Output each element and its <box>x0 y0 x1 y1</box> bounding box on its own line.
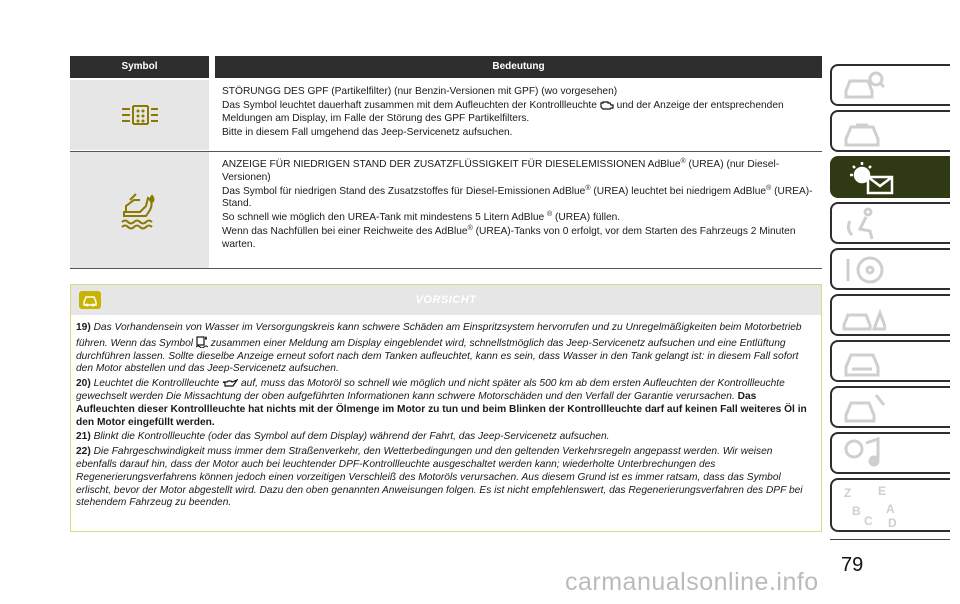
row2-text-2b: (UREA) füllen. <box>552 212 621 224</box>
tab-car-search[interactable] <box>830 64 950 106</box>
caution-item-19 <box>76 322 816 376</box>
registered-mark: ® <box>467 225 473 233</box>
tab-car-dashboard[interactable] <box>830 110 950 152</box>
caution-20-text-a: Leuchtet die Kontrollleuchte <box>93 378 220 390</box>
caution-item-20 <box>76 378 816 429</box>
tab-safety[interactable] <box>830 202 950 244</box>
page-rule <box>830 539 950 540</box>
oil-can-icon <box>222 379 238 388</box>
tab-maintenance[interactable] <box>830 340 950 382</box>
car-warning-triangle-icon <box>842 299 886 333</box>
tab-driving[interactable] <box>830 248 950 290</box>
svg-text:Z: Z <box>844 486 852 500</box>
car-search-icon <box>842 69 886 103</box>
row2-text-2a: So schnell wie möglich den UREA-Tank mit mindestens 5 Litern AdBlue <box>222 212 548 224</box>
row1-text <box>222 100 820 125</box>
row2-description <box>222 159 820 253</box>
caution-19-text-b: zusammen einer Meldung am Display eingeblendet wird, schnellstmöglich das Jeep-Servicenetz aufsuchen und eine Entlüftung durchführen lassen. Sollte dieselbe Anzeige erneut sofort nach dem Tanken aufleuchtet, kann es sein, dass Wasser in den Tank gelangt ist: in diesem Fall sofort den Motor abstellen und das Jeep-Servicenetz aufsuchen. <box>76 337 799 375</box>
header-symbol: Symbol <box>121 61 158 72</box>
caution-21-text: Blinkt die Kontrollleuchte (oder das Symbol auf dem Display) während der Fahrt, das Jeep-Servicenetz aufsuchen. <box>93 431 610 443</box>
svg-text:B: B <box>852 504 861 518</box>
water-in-diesel-icon <box>196 335 208 348</box>
row2-text-1c: (UREA)-Stand. <box>222 185 813 210</box>
note-number: 20) <box>76 378 91 390</box>
header-meaning: Bedeutung <box>492 61 545 72</box>
caution-body <box>76 322 816 512</box>
watermark: carmanualsonline.info <box>565 568 819 596</box>
caution-20-text-b: auf, muss das Motoröl so schnell wie möglich und nicht später als 500 km ab dem ersten Aufleuchten der Kontrollleuchte gewechselt werden Die Missachtung der oben aufgeführten Informationen kann schwere Motorschäden und den Verfall der Garantie verursachen. <box>76 378 785 402</box>
symbol-cell <box>70 80 209 150</box>
engine-check-icon <box>600 100 614 110</box>
index-letters-icon <box>842 483 902 531</box>
row2-text-1 <box>222 186 820 211</box>
gpf-particle-filter-icon <box>120 100 160 130</box>
caution-item-21 <box>76 431 816 444</box>
row2-text-3a: Wenn das Nachfüllen bei einer Reichweite des AdBlue <box>222 226 468 238</box>
seat-airbag-icon <box>842 207 886 241</box>
registered-mark: ® <box>680 158 686 165</box>
caution-title: VORSICHT <box>415 294 477 306</box>
row2-text-1b: (UREA) leuchtet bei niedrigem AdBlue <box>590 185 767 197</box>
caution-22-text: Die Fahrgeschwindigkeit muss immer dem Straßenverkehr, den Wetterbedingungen und den geltenden Verkehrsregeln angepasst werden. Wir weisen ebenfalls darauf hin, dass der Motor auch bei leuchtender DPF-Kontrollleuchte ausgeschaltet werden kann; wiederholte Unterbrechungen des Regenerierungsverfahrens können jedoch einen vorzeitigen Verschleiß des Motoröls verursachen. Aus diesem Grund ist es immer ratsam, dass das Symbol erlischt, bevor der Motor abgestellt wird. Dazu den oben genannten Anweisungen folgen. Es ist nicht empfehlenswert, das Regenerierungsverfahren des DPF bei stehendem Fahrzeug zu beenden. <box>76 446 803 509</box>
caution-20-bold: Das Aufleuchten dieser Kontrollleuchte hat nichts mit der Ölmenge im Motor zu tun und beim Blinken der Kontrollleuchte darf auf keinen Fall weiteres Öl in den Motor eingefüllt werden. <box>76 390 807 428</box>
car-service-icon <box>842 345 886 379</box>
caution-item-22 <box>76 446 816 510</box>
registered-mark: ® <box>547 211 553 219</box>
row2-title-a: ANZEIGE FÜR NIEDRIGEN STAND DER ZUSATZFLÜSSIGKEIT FÜR DIESELEMISSIONEN AdBlue <box>222 159 681 170</box>
table-header <box>70 56 822 78</box>
car-dashboard-icon <box>842 115 886 149</box>
svg-text:D: D <box>888 516 897 530</box>
row1-text-2: Bitte in diesem Fall umgehend das Jeep-Servicenetz aufsuchen. <box>222 126 513 138</box>
row1-description <box>222 86 820 141</box>
row2-text-1a: Das Symbol für niedrigen Stand des Zusatzstoffes für Diesel-Emissionen AdBlue <box>222 185 586 197</box>
row2-title <box>222 159 820 184</box>
tab-technical-data[interactable] <box>830 386 950 428</box>
note-number: 22) <box>76 446 91 458</box>
row2-title-b: (UREA) (nur Diesel-Versionen) <box>222 159 780 183</box>
multimedia-music-icon <box>842 437 886 471</box>
page-number: 79 <box>841 554 864 576</box>
adblue-low-level-icon <box>120 192 160 230</box>
symbol-cell <box>70 152 209 268</box>
tab-multimedia[interactable] <box>830 432 950 474</box>
row1-text-a: Das Symbol leuchtet dauerhaft zusammen mit dem Aufleuchten der Kontrollleuchte <box>222 100 597 112</box>
warning-light-message-icon <box>842 161 898 195</box>
tab-index[interactable] <box>830 478 950 532</box>
registered-mark: ® <box>766 184 772 192</box>
svg-text:E: E <box>878 484 887 498</box>
note-number: 21) <box>76 431 91 443</box>
tab-emergency[interactable] <box>830 294 950 336</box>
caution-19-text-a: Das Vorhandensein von Wasser im Versorgungskreis kann schwere Schäden am Einspritzsystem hervorrufen und zu Unregelmäßigkeiten beim Motorbetrieb führen. Wenn das Symbol <box>76 322 802 349</box>
svg-text:C: C <box>864 514 873 528</box>
row-divider <box>70 268 822 269</box>
row2-text-2 <box>222 212 820 225</box>
row1-title: STÖRUNGG DES GPF (Partikelfilter) (nur Benzin-Versionen mit GPF) (wo vorgesehen) <box>222 86 618 97</box>
steering-wheel-icon <box>842 253 886 287</box>
car-tools-icon <box>842 391 886 425</box>
registered-mark: ® <box>585 184 591 192</box>
row2-text-3b: (UREA)-Tanks von 0 erfolgt, vor dem Starten des Fahrzeugs 2 Minuten warten. <box>222 226 796 251</box>
svg-text:A: A <box>886 502 895 516</box>
tab-warning-lights[interactable] <box>830 156 950 198</box>
row2-text-3 <box>222 226 820 251</box>
note-number: 19) <box>76 322 91 333</box>
row1-text-b: und der Anzeige der entsprechenden Meldungen am Display, im Falle der Störung des GPF Partikelfilters. <box>222 100 784 124</box>
